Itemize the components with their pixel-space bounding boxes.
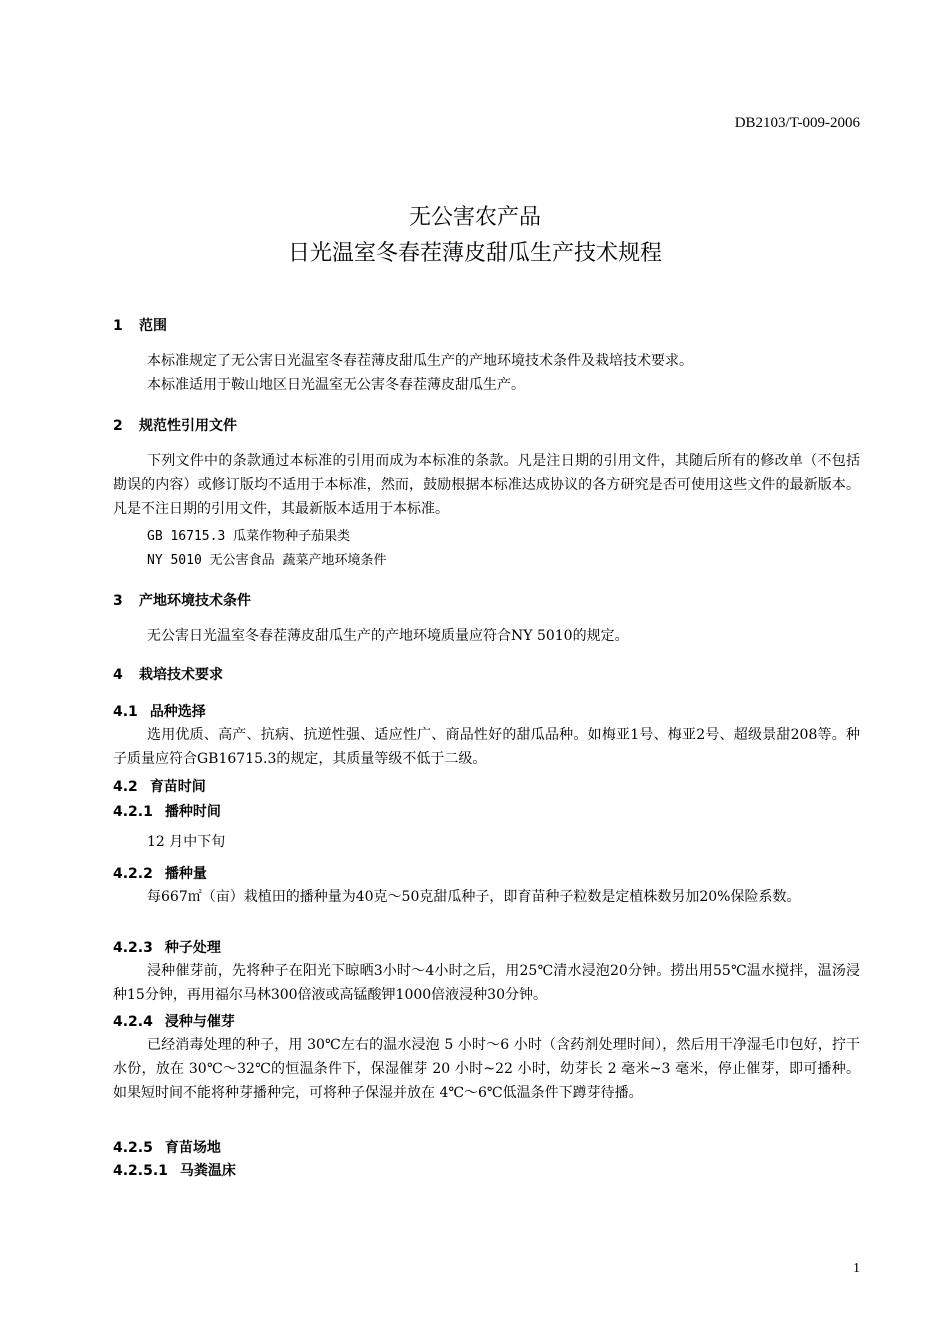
subsection-number: 4.2.3 — [113, 940, 153, 956]
section-4-heading — [113, 664, 223, 684]
subsection-title: 播种量 — [164, 866, 207, 882]
subsection-number: 4.2.4 — [113, 1014, 153, 1030]
title-line-1: 无公害农产品 — [408, 205, 541, 230]
section-number: 3 — [113, 593, 123, 609]
subsection-number: 4.1 — [113, 704, 138, 720]
subsection-4-1-paragraph: 选用优质、高产、抗病、抗逆性强、适应性广、商品性好的甜瓜品种。如梅亚1号、梅亚2号、超级景甜208等。种子质量应符合GB16715.3的规定，其质量等级不低于二级。 — [113, 727, 860, 767]
subsection-number: 4.2.2 — [113, 866, 153, 882]
section-3-paragraph-1: 无公害日光温室冬春茬薄皮甜瓜生产的产地环境质量应符合NY 5010的规定。 — [147, 628, 629, 644]
section-2-heading — [113, 415, 237, 435]
section-1-paragraph-2: 本标准适用于鞍山地区日光温室无公害冬春茬薄皮甜瓜生产。 — [147, 377, 525, 393]
subsection-4-2-heading — [113, 776, 206, 796]
section-number: 4 — [113, 667, 123, 683]
subsection-4-2-2-heading — [113, 863, 207, 883]
subsection-4-2-5-1-heading — [113, 1160, 236, 1180]
subsection-title: 种子处理 — [164, 940, 221, 956]
subsection-4-2-2-paragraph: 每667㎡（亩）栽植田的播种量为40克～50克甜瓜种子，即育苗种子粒数是定植株数另加20%保险系数。 — [147, 889, 801, 905]
subsection-title: 育苗场地 — [164, 1140, 221, 1156]
section-title: 产地环境技术条件 — [139, 593, 251, 609]
subsection-4-2-4-paragraph: 已经消毒处理的种子，用 30℃左右的温水浸泡 5 小时～6 小时（含药剂处理时间），然后用干净湿毛巾包好，拧干水份，放在 30℃～32℃的恒温条件下，保湿催芽 20 小时~22 小时，幼芽长 2 毫米~3 毫米，停止催芽，即可播种。如果短时间不能将种芽播种完，可将种子保湿并放在 4℃～6℃低温条件下蹲芽待播。 — [113, 1037, 860, 1101]
subsection-title: 浸种与催芽 — [164, 1014, 235, 1030]
section-number: 2 — [113, 418, 123, 434]
subsection-4-2-3-heading — [113, 937, 221, 957]
subsection-4-2-3-paragraph: 浸种催芽前，先将种子在阳光下晾晒3小时～4小时之后，用25℃清水浸泡20分钟。捞出用55℃温水搅拌，温汤浸种15分钟，再用福尔马林300倍液或高锰酸钾1000倍液浸种30分钟。 — [113, 963, 860, 1003]
reference-gb-16715-3: GB 16715.3 瓜菜作物种子茄果类 — [147, 529, 351, 544]
reference-ny-5010: NY 5010 无公害食品 蔬菜产地环境条件 — [147, 553, 387, 568]
subsection-title: 品种选择 — [149, 704, 206, 720]
section-number: 1 — [113, 318, 123, 334]
subsection-number: 4.2.5 — [113, 1140, 153, 1156]
subsection-4-2-4-heading — [113, 1011, 235, 1031]
section-title: 规范性引用文件 — [139, 418, 237, 434]
section-title: 栽培技术要求 — [139, 667, 223, 683]
section-1-heading — [113, 315, 167, 335]
subsection-4-2-1-paragraph: 12 月中下旬 — [147, 834, 226, 850]
section-2-paragraph-1: 下列文件中的条款通过本标准的引用而成为本标准的条款。凡是注日期的引用文件，其随后所有的修改单（不包括勘误的内容）或修订版均不适用于本标准，然而，鼓励根据本标准达成协议的各方研究是否可使用这些文件的最新版本。凡是不注日期的引用文件，其最新版本适用于本标准。 — [113, 453, 860, 517]
section-3-heading — [113, 590, 251, 610]
subsection-number: 4.2 — [113, 779, 138, 795]
subsection-number: 4.2.5.1 — [113, 1163, 168, 1179]
section-1-paragraph-1: 本标准规定了无公害日光温室冬春茬薄皮甜瓜生产的产地环境技术条件及栽培技术要求。 — [147, 353, 693, 369]
section-title: 范围 — [139, 318, 167, 334]
subsection-title: 育苗时间 — [149, 779, 206, 795]
subsection-number: 4.2.1 — [113, 804, 153, 820]
subsection-4-2-5-heading — [113, 1137, 221, 1157]
subsection-4-1-heading — [113, 701, 206, 721]
page-number: 1 — [853, 1261, 860, 1276]
subsection-title: 马粪温床 — [179, 1163, 236, 1179]
subsection-title: 播种时间 — [164, 804, 221, 820]
subsection-4-2-1-heading — [113, 801, 221, 821]
title-line-2: 日光温室冬春茬薄皮甜瓜生产技术规程 — [287, 241, 662, 266]
document-number: DB2103/T-009-2006 — [734, 115, 860, 131]
